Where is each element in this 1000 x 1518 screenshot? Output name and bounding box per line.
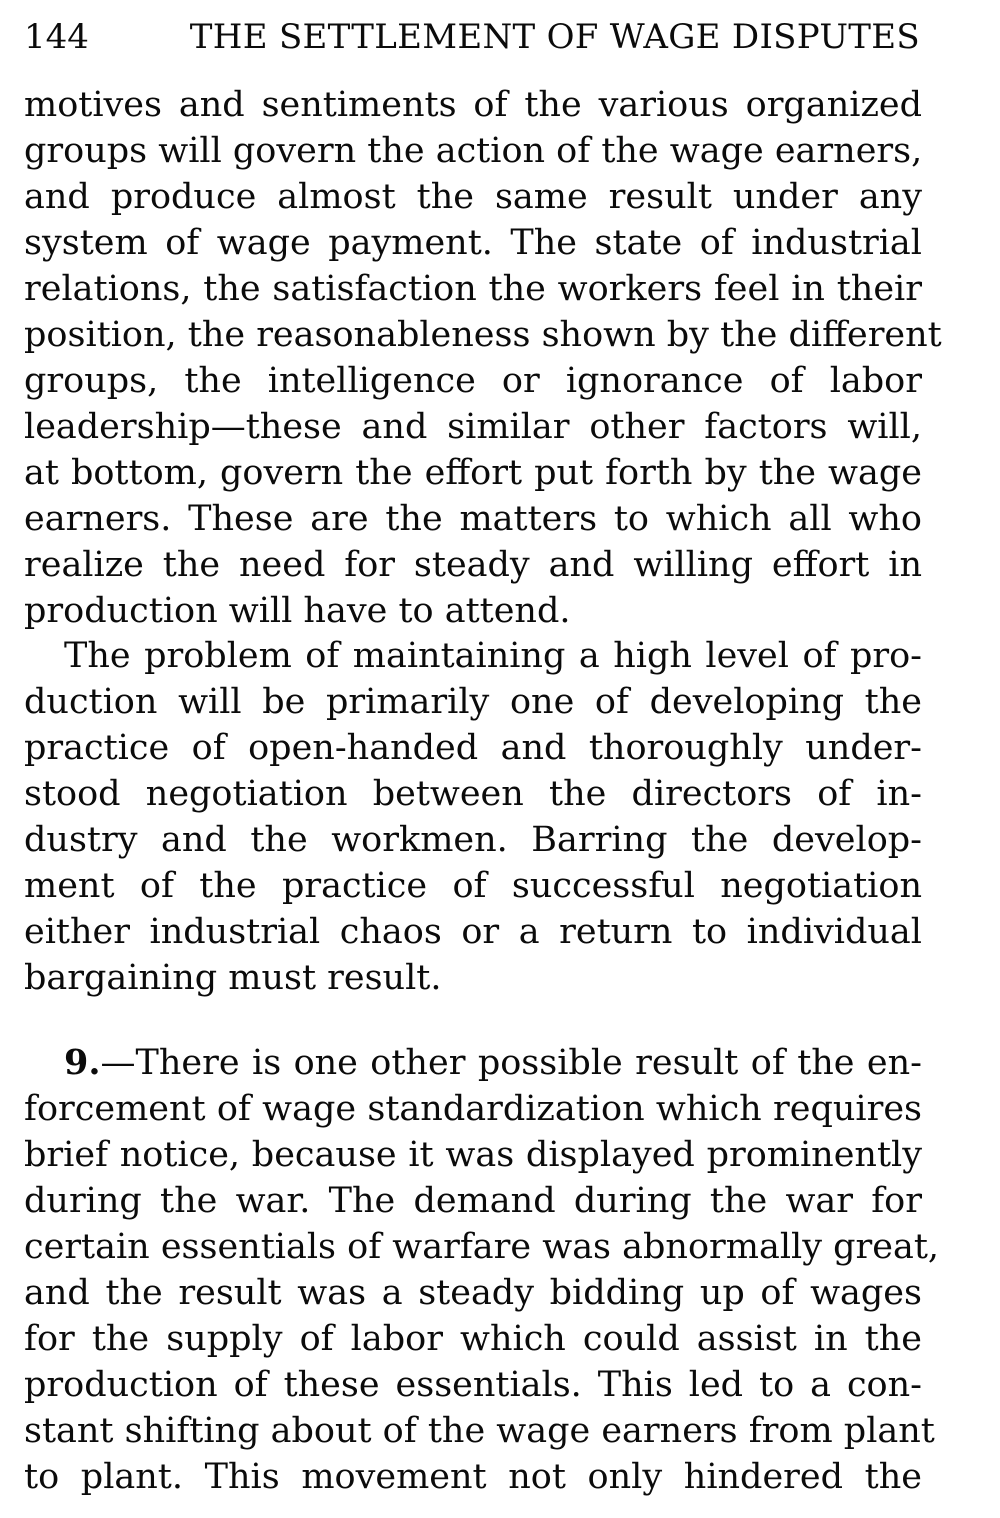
text-line: groups, the intelligence or ignorance of labor [24,361,922,401]
text-line: during the war. The demand during the war for [24,1181,922,1221]
text-line: position, the reasonableness shown by the different [24,315,942,355]
text-line: to plant. This movement not only hindered the [24,1457,922,1497]
text-line [64,1040,922,1086]
text-line: The problem of maintaining a high level of pro- [64,636,922,676]
text-line: duction will be primarily one of developing the [24,682,922,722]
text-line: at bottom, govern the effort put forth by the wage [24,453,922,493]
text-line: stant shifting about of the wage earners from plant [24,1411,935,1451]
text-line: and the result was a steady bidding up of wages [24,1273,922,1313]
text-line: brief notice, because it was displayed prominently [24,1135,922,1175]
text-line: dustry and the workmen. Barring the develop- [24,820,922,860]
text-span: —There is one other possible result of the en- [100,1043,922,1083]
text-line: stood negotiation between the directors of in- [24,774,922,814]
text-line: forcement of wage standardization which requires [24,1089,922,1129]
page-number: 144 [24,17,89,57]
text-line: ment of the practice of successful negotiation [24,866,922,906]
text-line: motives and sentiments of the various organized [24,85,922,125]
text-line: system of wage payment. The state of industrial [24,223,922,263]
text-line: bargaining must result. [24,958,442,998]
text-line: practice of open-handed and thoroughly under- [24,728,922,768]
running-title: THE SETTLEMENT OF WAGE DISPUTES [189,17,920,57]
page-header [24,14,920,60]
text-line: earners. These are the matters to which all who [24,499,922,539]
text-line: groups will govern the action of the wage earners, [24,131,923,171]
text-line: production will have to attend. [24,591,571,631]
text-line: either industrial chaos or a return to individual [24,912,922,952]
section-number: 9. [64,1042,101,1083]
text-line: relations, the satisfaction the workers feel in their [24,269,922,309]
text-line: certain essentials of warfare was abnormally great, [24,1227,940,1267]
text-line: realize the need for steady and willing effort in [24,545,922,585]
text-line: production of these essentials. This led to a con- [24,1365,922,1405]
text-line: leadership—these and similar other factors will, [24,407,922,447]
text-line: and produce almost the same result under any [24,177,922,217]
text-line: for the supply of labor which could assist in the [24,1319,922,1359]
